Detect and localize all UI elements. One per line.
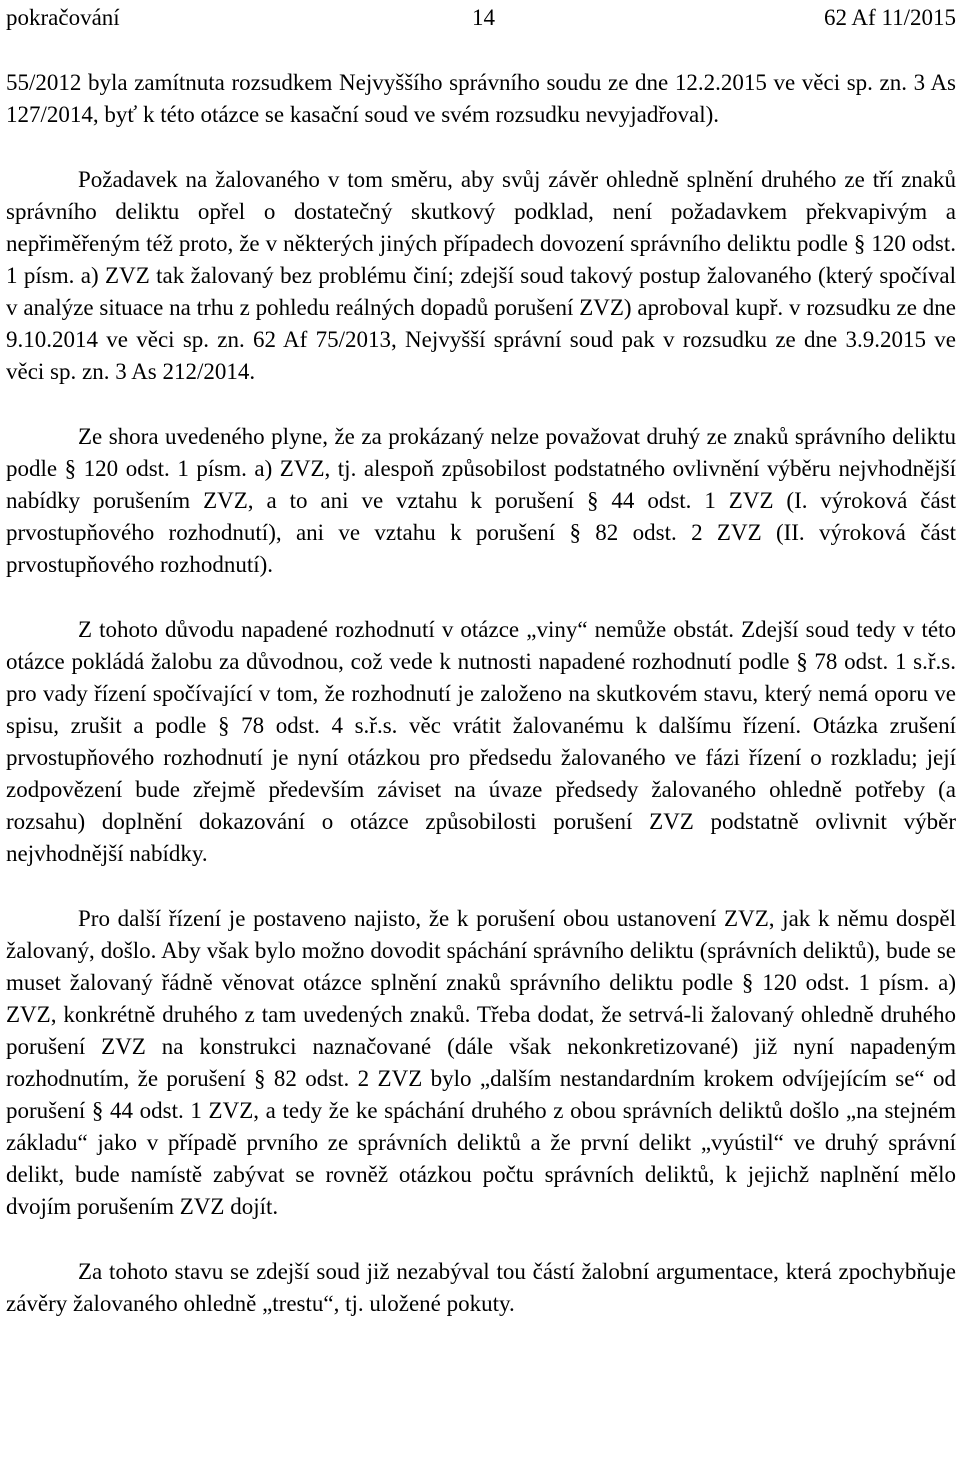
paragraph-continuation: 55/2012 byla zamítnuta rozsudkem Nejvyššího správního soudu ze dne 12.2.2015 ve věci sp. zn. 3 As 127/2014, byť k této otázce se kasační soud ve svém rozsudku nevyjadřoval). bbox=[6, 70, 956, 127]
case-number: 62 Af 11/2015 bbox=[823, 5, 956, 30]
paragraph-penalty: Za tohoto stavu se zdejší soud již nezabýval tou částí žalobní argumentace, která zpochybňuje závěry žalovaného ohledně „trestu“, tj. uložené pokuty. bbox=[6, 1259, 956, 1316]
header-continuation-label: pokračování bbox=[6, 5, 120, 30]
paragraph-requirement: Požadavek na žalovaného v tom směru, aby svůj závěr ohledně splnění druhého ze tří znaků správního deliktu opřel o dostatečný skutkový podklad, není požadavkem překvapivým a nepřiměřeným též proto, že v některých jiných případech dovození správního deliktu podle § 120 odst. 1 písm. a) ZVZ tak žalovaný bez problému činí; zdejší soud takový postup žalovaného (který spočíval v analýze situace na trhu z pohledu reálných dopadů porušení ZVZ) aproboval kupř. v rozsudku ze dne 9.10.2014 ve věci sp. zn. 62 Af 75/2013, Nejvyšší správní soud pak v rozsudku ze dne 3.9.2015 ve věci sp. zn. 3 As 212/2014. bbox=[6, 167, 956, 384]
page-header bbox=[6, 2, 956, 34]
paragraph-conclusion: Ze shora uvedeného plyne, že za prokázaný nelze považovat druhý ze znaků správního deliktu podle § 120 odst. 1 písm. a) ZVZ, tj. alespoň způsobilost podstatného ovlivnění výběru nejvhodnější nabídky porušením ZVZ, a to ani ve vztahu k porušení § 44 odst. 1 ZVZ (I. výroková část prvostupňového rozhodnutí), ani ve vztahu k porušení § 82 odst. 2 ZVZ (II. výroková část prvostupňového rozhodnutí). bbox=[6, 424, 956, 577]
document-page bbox=[6, 0, 956, 1320]
page-number: 14 bbox=[472, 5, 495, 30]
paragraph-annulment: Z tohoto důvodu napadené rozhodnutí v otázce „viny“ nemůže obstát. Zdejší soud tedy v této otázce pokládá žalobu za důvodnou, což vede k nutnosti napadené rozhodnutí podle § 78 odst. 1 s.ř.s. pro vady řízení spočívající v tom, že rozhodnutí je založeno na skutkovém stavu, který nemá oporu ve spisu, zrušit a podle § 78 odst. 4 s.ř.s. věc vrátit žalovanému k dalšímu řízení. Otázka zrušení prvostupňového rozhodnutí je nyní otázkou pro předsedu žalovaného ve fázi řízení o rozkladu; její zodpovězení bude zřejmě především záviset na úvaze předsedy žalovaného ohledně potřeby (a rozsahu) doplnění dokazování o otázce způsobilosti porušení ZVZ podstatně ovlivnit výběr nejvhodnější nabídky. bbox=[6, 617, 956, 866]
paragraph-further-proceedings: Pro další řízení je postaveno najisto, že k porušení obou ustanovení ZVZ, jak k němu dospěl žalovaný, došlo. Aby však bylo možno dovodit spáchání správního deliktu (správních deliktů), bude se muset žalovaný řádně věnovat otázce splnění znaků správního deliktu podle § 120 odst. 1 písm. a) ZVZ, konkrétně druhého z tam uvedených znaků. Třeba dodat, že setrvá-li žalovaný ohledně druhého porušení ZVZ na konstrukci naznačované (dále však nekonkretizované) již nyní napadeným rozhodnutím, že porušení § 82 odst. 2 ZVZ bylo „dalším nestandardním krokem odvíjejícím se“ od porušení § 44 odst. 1 ZVZ, a tedy že ke spáchání druhého z obou správních deliktů došlo „na stejném základu“ jako v případě prvního ze správních deliktů a že první delikt „vyústil“ ve druhý správní delikt, bude namístě zabývat se rovněž otázkou počtu správních deliktů, k jejichž naplnění mělo dvojím porušením ZVZ dojít. bbox=[6, 906, 956, 1219]
